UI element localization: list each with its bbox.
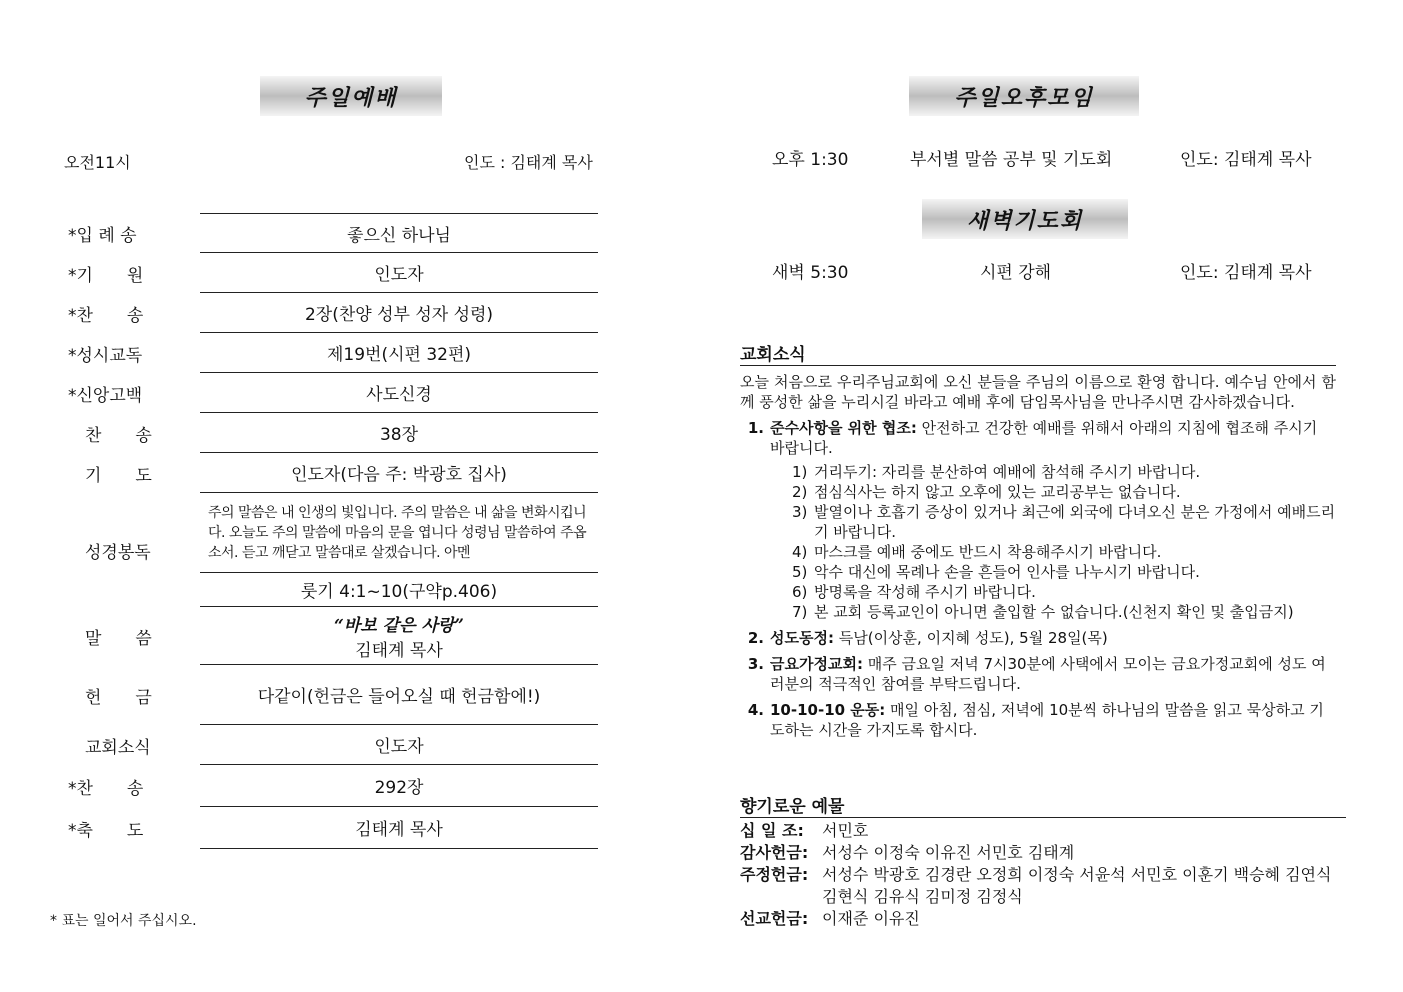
news-item-text: 득남(이상훈, 이지혜 성도), 5월 28일(목) [833,629,1108,647]
order-row [60,373,600,413]
order-row [60,725,600,765]
order-label: 말 씀 [68,628,152,649]
footnote: * 표는 일어서 주십시오. [50,913,197,929]
offering-row: 감사헌금: 서성수 이정숙 이유진 서민호 김태계 [740,843,1075,862]
order-row [60,213,600,253]
order-label: 찬 송 [68,425,152,446]
order-row [60,493,600,607]
order-label: 성경봉독 [68,542,151,563]
news-item-number: 3. [747,655,764,673]
order-value: 2장(찬양 성부 성자 성령) [200,293,598,333]
offering-title: 향기로운 예물 [740,792,1346,818]
order-value: 다같이(헌금은 들어오실 때 헌금함에!) [200,665,598,725]
news-item-heading: 10-10-10 운동: [770,701,886,719]
order-row [60,413,600,453]
news-item-heading: 금요가정교회: [770,655,863,673]
order-of-service [60,213,600,849]
order-row [60,807,600,849]
order-value: 인도자 [200,725,598,765]
order-value: 제19번(시편 32편) [200,333,598,373]
order-label: *기 원 [68,265,144,286]
sermon-title: “바보 같은 사랑” [334,615,464,636]
news-item-text: 매주 금요일 저녁 7시30분에 사택에서 모이는 금요가정교회에 성도 여러분의 적극적인 참여를 부탁드립니다. [770,655,1326,693]
order-row [60,253,600,293]
offerings [740,820,1346,930]
sermon-preacher: 김태계 목사 [355,640,443,661]
scripture-reference: 룻기 4:1~10(구약p.406) [200,573,598,607]
order-label: *입 례 송 [68,225,137,246]
order-row [60,765,600,807]
news-item [740,700,1336,740]
guideline-item: 6) 방명록을 작성해 주시기 바랍니다. [792,583,1036,601]
order-label: 헌 금 [68,687,152,708]
order-label: *축 도 [68,820,144,841]
order-row [60,607,600,665]
news-intro: 오늘 처음으로 우리주님교회에 오신 분들을 주님의 이름으로 환영 합니다. 예수님 안에서 함께 풍성한 삶을 누리시길 바라고 예배 후에 담임목사님을 만나주시면 감사하겠습니다. [740,373,1336,411]
news-item [740,418,1336,622]
afternoon-banner: 주일오후모임 [909,76,1139,116]
order-label: *찬 송 [68,305,144,326]
news-item-text: 안전하고 건강한 예배를 위해서 아래의 지침에 협조해 주시기 바랍니다. [770,419,1318,457]
order-value: 사도신경 [200,373,598,413]
order-value: 좋으신 하나님 [200,213,598,253]
afternoon-desc: 부서별 말씀 공부 및 기도회 [910,150,1113,170]
order-label: 교회소식 [68,737,151,758]
offering-row: 십 일 조: 서민호 [740,821,869,840]
afternoon-leader: 인도: 김태계 목사 [1180,150,1312,170]
guideline-item: 3) 발열이나 호흡기 증상이 있거나 최근에 외국에 다녀오신 분은 가정에서 예배드리기 바랍니다. [792,503,1336,541]
church-news [740,372,1336,746]
offering-row: 주정헌금: 서성수 박광호 김경란 오정희 이정숙 서윤석 서민호 이훈기 백승혜 김연식 김현식 김유식 김미정 김정식 [740,865,1332,906]
order-value: 292장 [200,765,598,807]
news-item-number: 1. [747,419,764,437]
guideline-item: 1) 거리두기: 자리를 분산하여 예배에 참석해 주시기 바랍니다. [792,463,1201,481]
order-row [60,293,600,333]
order-row [60,453,600,493]
news-item-text: 매일 아침, 점심, 저녁에 10분씩 하나님의 말씀을 읽고 묵상하고 기도하는 시간을 가지도록 합시다. [770,701,1324,739]
dawn-desc: 시편 강해 [980,263,1052,283]
dawn-leader: 인도: 김태계 목사 [1180,263,1312,283]
service-leader: 인도 : 김태계 목사 [464,153,593,172]
dawn-banner: 새벽기도회 [922,199,1128,239]
afternoon-time: 오후 1:30 [772,150,849,170]
news-item [740,654,1336,694]
news-item [740,628,1336,648]
news-item-heading: 준수사항을 위한 협조: [770,419,917,437]
news-item-number: 2. [747,629,764,647]
order-label: 기 도 [68,465,152,486]
guideline-item: 7) 본 교회 등록교인이 아니면 출입할 수 없습니다.(신천지 확인 및 출입금지) [792,603,1294,621]
order-value: 김태계 목사 [200,807,598,849]
dawn-time: 새벽 5:30 [772,263,849,283]
news-item-number: 4. [747,701,764,719]
guideline-item: 2) 점심식사는 하지 않고 오후에 있는 교리공부는 없습니다. [792,483,1181,501]
worship-banner: 주일예배 [260,76,442,116]
news-title: 교회소식 [740,340,1336,366]
order-value: 인도자(다음 주: 박광호 집사) [200,453,598,493]
order-row [60,333,600,373]
order-value: 38장 [200,413,598,453]
offering-row: 선교헌금: 이재준 이유진 [740,909,920,928]
news-item-heading: 성도동정: [770,629,834,647]
order-label: *성시교독 [68,345,143,366]
order-value: 인도자 [200,253,598,293]
scripture-prayer: 주의 말씀은 내 인생의 빛입니다. 주의 말씀은 내 삶을 변화시킵니다. 오늘도 주의 말씀에 마음의 문을 엽니다 성령님 말씀하여 주옵소서. 듣고 깨닫고 말씀대로 살겠습니다. 아멘 [200,493,598,573]
guideline-item: 4) 마스크를 예배 중에도 반드시 착용해주시기 바랍니다. [792,543,1162,561]
service-time: 오전11시 [64,153,131,172]
order-label: *신앙고백 [68,385,143,406]
order-label: *찬 송 [68,778,144,799]
guideline-item: 5) 악수 대신에 목례나 손을 흔들어 인사를 나누시기 바랍니다. [792,563,1200,581]
order-row [60,665,600,725]
